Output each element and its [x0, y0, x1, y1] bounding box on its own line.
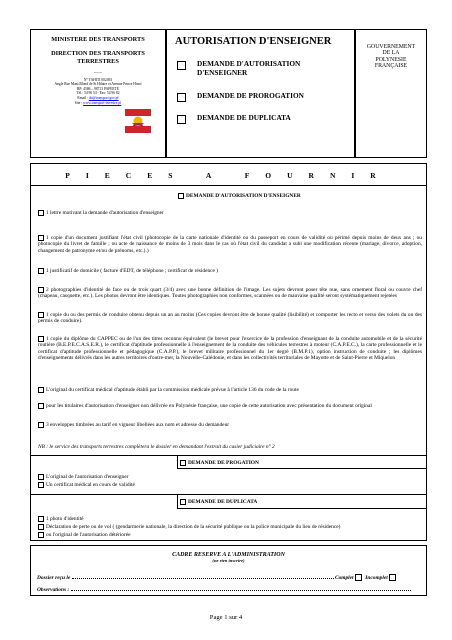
- item-text: pour les titulaires d'autorisation d'enseigner non délivrée en Polynésie française, une copie de cette autorisation avec présentation du document original: [46, 403, 372, 410]
- option-duplicata[interactable]: [177, 114, 291, 123]
- option-autorisation-line1: DEMANDE D'AUTORISATION: [197, 59, 301, 68]
- item-text: Déclaration de perte ou de vol ( (gendarmerie nationale, la direction de la sécurité publique ou la police municipale du lieu de résidence): [46, 524, 341, 531]
- item-text: Un certificat médical en cours de validité: [46, 482, 135, 489]
- list-item[interactable]: [38, 268, 422, 274]
- dossier-date-field[interactable]: [72, 574, 334, 579]
- nb-note: NB : le service des transports terrestres complètera le dossier en demandant l'extrait du casier judiciaire n° 2: [38, 444, 275, 450]
- separator: [177, 468, 427, 469]
- checkbox-section-prorogation[interactable]: [180, 460, 186, 466]
- admin-subtitle: (ne rien inscrire): [212, 558, 245, 563]
- header-government-box: [355, 29, 427, 158]
- ministry-name: MINISTERE DES TRANSPORTS: [51, 36, 145, 43]
- admin-title: CADRE RESERVE A L'ADMINISTRATION: [172, 552, 285, 558]
- item-text: 1 copie du diplôme du CAPPEC ou de l'un des titres reconnu équivalent (le brevet pour l'exercice de la profession d'enseignant de la conduite automobile et de la sécurité routière (B.E.P.E.C.A.S.E.R.), le certificat d'aptitude professionnelle à l'enseignement de la conduite des véhicules terrestres à moteur (C.A.P.E.C.), la carte professionnelle et le certificat d'aptitude professionnelle et pédagogique (C.A.P.P.), le brevet militaire professionnel du 1er degré (B.M.P.1), option instruction de conduite ; les diplômes d'enseignements délivrés dans les autres territoires d'outre-mer, la Nouvelle-Calédonie, et dans les collectivités territoriales de Mayotte et de Saint-Pierre et Miquelon: [38, 336, 422, 361]
- item-checkbox[interactable]: [38, 422, 44, 428]
- list-item[interactable]: [38, 516, 422, 522]
- option-prorogation-label: DEMANDE DE PROROGATION: [197, 91, 304, 100]
- gov-line3: POLYNESIE: [375, 56, 407, 63]
- item-text: L'original du certificat médical d'aptitude établi par la commission médicale prévue à l'article 136 du code de la route: [46, 387, 299, 394]
- complet-checkbox[interactable]: [355, 574, 362, 581]
- option-prorogation[interactable]: [177, 92, 304, 101]
- item-text: 3 enveloppes timbrées au tarif en vigueur libellées aux nom et adresse du demandeur: [46, 422, 230, 429]
- polynesia-emblem-icon: [125, 109, 151, 133]
- header-title-box: [166, 29, 355, 158]
- direction-line2: TERRESTRES: [77, 57, 119, 65]
- item-checkbox[interactable]: [38, 524, 44, 530]
- item-checkbox[interactable]: [38, 474, 44, 480]
- observations-row: [37, 586, 411, 593]
- separator: [30, 185, 427, 186]
- list-item[interactable]: [38, 524, 422, 530]
- list-item[interactable]: [38, 235, 422, 254]
- page-number: Page 1 sur 4: [209, 614, 243, 621]
- dossier-label: Dossier reçu le: [37, 575, 71, 581]
- list-item[interactable]: [38, 474, 422, 480]
- gov-line1: GOUVERNEMENT: [366, 44, 416, 50]
- admin-box: [30, 545, 427, 596]
- checkbox-autorisation[interactable]: [177, 61, 186, 70]
- list-item[interactable]: [38, 336, 422, 361]
- incomplet-label: Incomplet: [365, 575, 388, 581]
- list-item[interactable]: [38, 482, 422, 488]
- direction-name: [31, 50, 165, 65]
- item-text: 1 copie du ou des permis de conduire obtenu depuis un an au moins (Ces copies devront être de bonne qualité (lisibilité) et comporter les recto et verso des volets du ou des permis de conduire).: [38, 312, 422, 325]
- list-item[interactable]: [38, 312, 422, 325]
- item-text: 1 copie d'un document justifiant l'état civil (photocopie de la carte nationale d'identité ou du passeport en cours de validité ou périmé depuis moins de deux ans ; ou photocopie du livret de famille ; ou acte de naissance de moins de 3 mois dans le cas où l'état civil du candidat a subi une modification récente (mariage, divorce, adoption, changement de patronyme et/ou de prénoms, etc.).): [38, 235, 422, 254]
- option-autorisation[interactable]: [177, 60, 300, 77]
- list-item[interactable]: [38, 403, 422, 409]
- list-item[interactable]: [38, 387, 422, 393]
- dossier-row: [37, 574, 398, 581]
- list-item[interactable]: [38, 422, 422, 428]
- list-item[interactable]: [38, 210, 422, 216]
- item-checkbox[interactable]: [38, 387, 44, 393]
- option-autorisation-line2: D'ENSEIGNER: [197, 67, 248, 77]
- form-title: AUTORISATION D'ENSEIGNER: [175, 36, 332, 47]
- section-prorogation-title[interactable]: [180, 460, 259, 466]
- observations-label: Observations :: [37, 587, 70, 593]
- option-duplicata-label: DEMANDE DE DUPLICATA: [197, 113, 291, 122]
- list-item[interactable]: [38, 287, 422, 300]
- item-text: 2 photographies d'identité de face ou de trois quart (3/4) avec une bonne définition de l'image. Les sujets devront poser tête nue, sans ornement floral ou couvre chef (chapeau, casquette, etc.). Les photos devront être identiques. Toutes photographies non conformes, scannées ou de mauvaise qualité seront systématiquement rejetées: [38, 287, 422, 300]
- separator: [30, 494, 427, 495]
- website-link[interactable]: www.transport-terrestre.pf: [83, 100, 122, 105]
- gov-line4: FRANÇAISE: [374, 62, 408, 69]
- item-checkbox[interactable]: [38, 532, 44, 538]
- small-separator: -------: [93, 71, 103, 75]
- checkbox-prorogation[interactable]: [177, 93, 186, 102]
- divider: [177, 494, 178, 508]
- item-checkbox[interactable]: [38, 516, 44, 522]
- email-label: Email :: [77, 95, 88, 100]
- complet-label: Complet: [334, 575, 354, 581]
- checkbox-section-duplicata[interactable]: [180, 499, 186, 505]
- item-text: 1 lettre motivant la demande d'autorisation d'enseigner: [46, 210, 164, 217]
- section-duplicata-label: DEMANDE DE DUPLICATA: [188, 499, 258, 506]
- section-autorisation-title[interactable]: [178, 193, 301, 199]
- incomplet-checkbox[interactable]: [389, 574, 396, 581]
- section-autorisation-label: DEMANDE D'AUTORISATION D'ENSEIGNER: [186, 193, 301, 200]
- website-line: [31, 101, 165, 106]
- item-checkbox[interactable]: [38, 403, 44, 409]
- phone-fax: Tél.: 54 96 54 - Fax: 54 96 82: [76, 91, 120, 96]
- item-text: 1 justificatif de domicile ( facture d'EDT, de téléphone ; certificat de résidence ): [46, 268, 219, 275]
- separator: [177, 508, 427, 509]
- item-text: ou l'original de l'autorisation détériorée: [46, 532, 131, 539]
- item-text: 1 photo d'identité: [46, 516, 84, 523]
- section-duplicata-title[interactable]: [180, 499, 257, 505]
- divider: [177, 455, 178, 468]
- item-checkbox[interactable]: [38, 268, 44, 274]
- tahiti-number: N° TAHITI 002493: [83, 77, 113, 82]
- gov-line2: DE LA: [382, 50, 400, 57]
- address: Angle Rue Mani Blond de St Hilaire et Avenue Prince Hinoï: [54, 82, 142, 87]
- checkbox-section-autorisation[interactable]: [178, 193, 184, 199]
- list-item[interactable]: [38, 532, 422, 538]
- item-text: L'original de l'autorisation d'enseigner: [46, 474, 129, 481]
- postal-box: BP: 4586 – 98713 PAPEETE: [77, 86, 119, 91]
- observations-field[interactable]: [71, 586, 411, 591]
- header-ministry-box: [30, 29, 166, 158]
- section-prorogation-label: DEMANDE DE PROGATION: [188, 460, 259, 467]
- pieces-title: PIECES A FOURNIR: [65, 171, 392, 180]
- direction-line1: DIRECTION DES TRANSPORTS: [51, 50, 145, 57]
- separator: [30, 455, 427, 456]
- item-checkbox[interactable]: [38, 210, 44, 216]
- website-label: Site :: [74, 100, 83, 105]
- checkbox-duplicata[interactable]: [177, 115, 186, 124]
- email-link[interactable]: dtt@transport.gov.pf: [88, 95, 119, 100]
- item-checkbox[interactable]: [38, 482, 44, 488]
